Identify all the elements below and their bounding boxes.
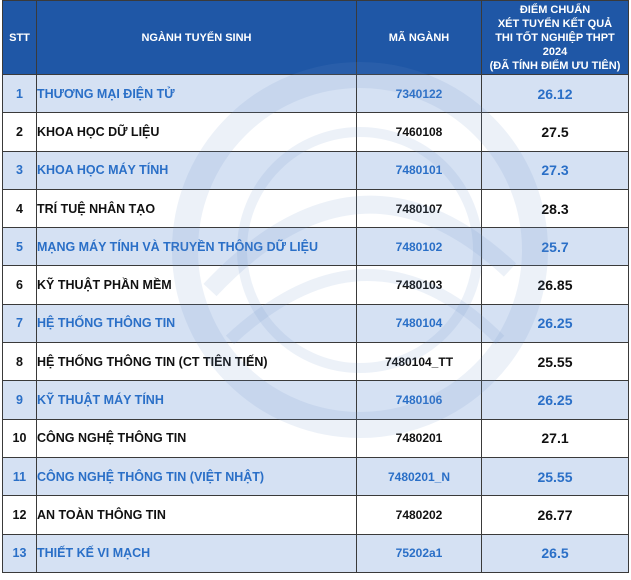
row-code: 7480104 bbox=[357, 304, 482, 342]
row-score: 25.55 bbox=[482, 343, 629, 381]
row-major: AN TOÀN THÔNG TIN bbox=[37, 496, 357, 534]
row-score: 25.55 bbox=[482, 457, 629, 495]
header-major: NGÀNH TUYỂN SINH bbox=[37, 1, 357, 75]
header-score-line: THI TỐT NGHIỆP THPT 2024 bbox=[495, 31, 615, 58]
row-code: 7340122 bbox=[357, 75, 482, 113]
row-code: 7480106 bbox=[357, 381, 482, 419]
row-stt: 6 bbox=[3, 266, 37, 304]
table-row bbox=[3, 496, 629, 534]
header-stt: STT bbox=[3, 1, 37, 75]
table-row bbox=[3, 534, 629, 572]
row-code: 7480202 bbox=[357, 496, 482, 534]
row-major: HỆ THỐNG THÔNG TIN bbox=[37, 304, 357, 342]
row-score: 26.25 bbox=[482, 304, 629, 342]
row-code: 7480102 bbox=[357, 228, 482, 266]
row-score: 25.7 bbox=[482, 228, 629, 266]
table-row bbox=[3, 228, 629, 266]
row-major: THIẾT KẾ VI MẠCH bbox=[37, 534, 357, 572]
row-major: CÔNG NGHỆ THÔNG TIN (VIỆT NHẬT) bbox=[37, 457, 357, 495]
table-row bbox=[3, 113, 629, 151]
row-stt: 7 bbox=[3, 304, 37, 342]
row-code: 7460108 bbox=[357, 113, 482, 151]
row-code: 7480101 bbox=[357, 151, 482, 189]
row-score: 28.3 bbox=[482, 189, 629, 227]
table-row bbox=[3, 343, 629, 381]
header-score-line: (ĐÃ TÍNH ĐIỂM ƯU TIÊN) bbox=[489, 59, 621, 72]
row-stt: 5 bbox=[3, 228, 37, 266]
table-row bbox=[3, 304, 629, 342]
row-stt: 2 bbox=[3, 113, 37, 151]
table-row bbox=[3, 419, 629, 457]
row-major: THƯƠNG MẠI ĐIỆN TỬ bbox=[37, 75, 357, 113]
header-code: MÃ NGÀNH bbox=[357, 1, 482, 75]
table-body bbox=[3, 75, 629, 573]
header-score bbox=[482, 1, 629, 75]
header-row bbox=[3, 1, 629, 75]
row-code: 7480104_TT bbox=[357, 343, 482, 381]
table-row bbox=[3, 266, 629, 304]
row-code: 7480201_N bbox=[357, 457, 482, 495]
table-row bbox=[3, 457, 629, 495]
row-stt: 12 bbox=[3, 496, 37, 534]
row-stt: 3 bbox=[3, 151, 37, 189]
row-major: KỸ THUẬT PHẦN MỀM bbox=[37, 266, 357, 304]
table-row bbox=[3, 189, 629, 227]
row-code: 7480103 bbox=[357, 266, 482, 304]
table-row bbox=[3, 75, 629, 113]
row-stt: 10 bbox=[3, 419, 37, 457]
row-score: 27.3 bbox=[482, 151, 629, 189]
row-major: TRÍ TUỆ NHÂN TẠO bbox=[37, 189, 357, 227]
row-stt: 8 bbox=[3, 343, 37, 381]
row-major: KHOA HỌC MÁY TÍNH bbox=[37, 151, 357, 189]
row-major: HỆ THỐNG THÔNG TIN (CT TIÊN TIẾN) bbox=[37, 343, 357, 381]
row-score: 26.5 bbox=[482, 534, 629, 572]
row-code: 7480201 bbox=[357, 419, 482, 457]
header-score-line: XÉT TUYỂN KẾT QUẢ bbox=[497, 17, 613, 30]
row-score: 27.5 bbox=[482, 113, 629, 151]
row-code: 75202a1 bbox=[357, 534, 482, 572]
row-major: KHOA HỌC DỮ LIỆU bbox=[37, 113, 357, 151]
row-score: 27.1 bbox=[482, 419, 629, 457]
row-code: 7480107 bbox=[357, 189, 482, 227]
row-score: 26.85 bbox=[482, 266, 629, 304]
row-stt: 4 bbox=[3, 189, 37, 227]
admission-scores-table bbox=[2, 0, 629, 573]
row-score: 26.25 bbox=[482, 381, 629, 419]
table-row bbox=[3, 151, 629, 189]
table-row bbox=[3, 381, 629, 419]
row-score: 26.12 bbox=[482, 75, 629, 113]
row-major: CÔNG NGHỆ THÔNG TIN bbox=[37, 419, 357, 457]
table-header bbox=[3, 1, 629, 75]
row-stt: 1 bbox=[3, 75, 37, 113]
row-stt: 11 bbox=[3, 457, 37, 495]
row-major: MẠNG MÁY TÍNH VÀ TRUYỀN THÔNG DỮ LIỆU bbox=[37, 228, 357, 266]
header-score-line: ĐIỂM CHUẨN bbox=[519, 3, 591, 16]
row-stt: 9 bbox=[3, 381, 37, 419]
row-score: 26.77 bbox=[482, 496, 629, 534]
row-major: KỸ THUẬT MÁY TÍNH bbox=[37, 381, 357, 419]
row-stt: 13 bbox=[3, 534, 37, 572]
